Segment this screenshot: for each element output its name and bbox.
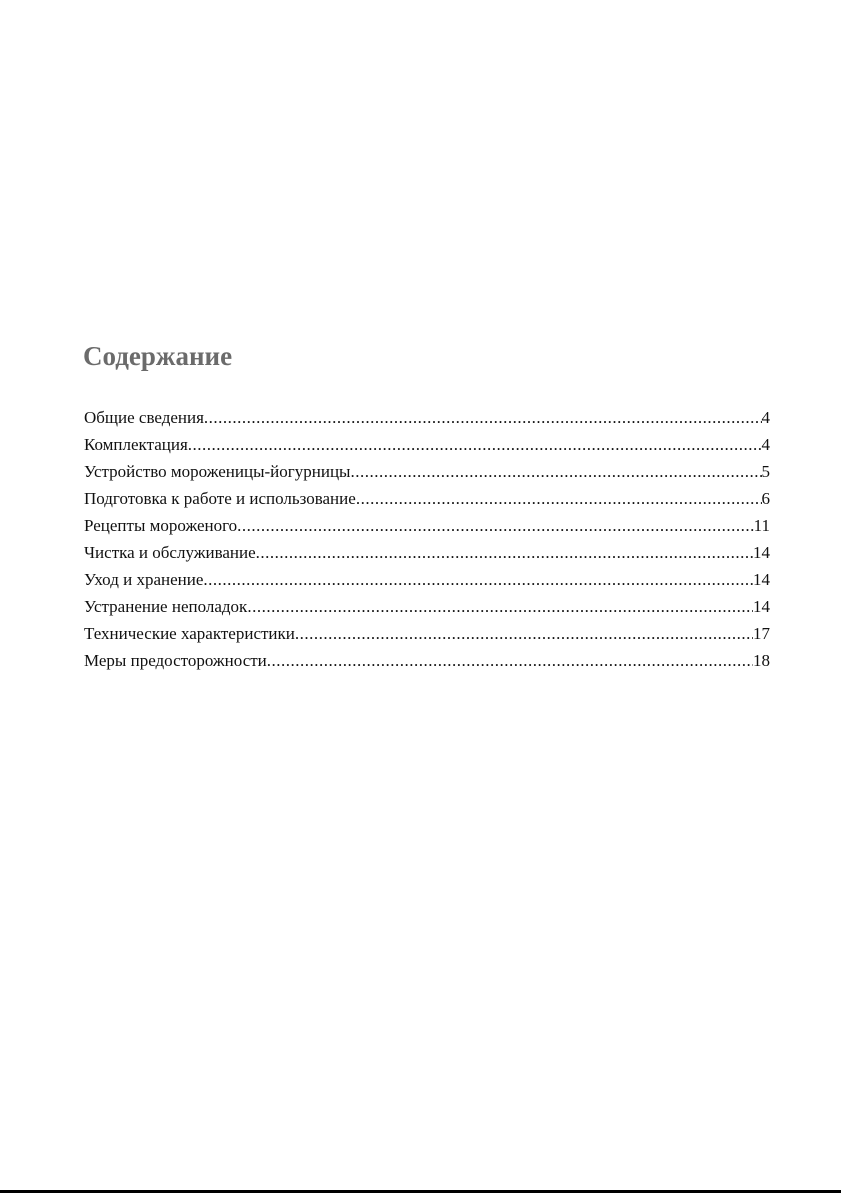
toc-entry [84,647,770,674]
toc-dot-leader [350,458,761,485]
toc-entry-page: 14 [753,597,770,616]
page-title: Содержание [83,341,233,371]
toc-entry-label: Устройство мороженицы-йогурницы [84,462,351,481]
toc-dot-leader [204,404,762,431]
toc-entry-label: Подготовка к работе и использование [84,489,356,508]
toc-entry [84,485,770,512]
toc-entry-label: Уход и хранение [84,570,204,589]
toc-dot-leader [247,593,753,620]
toc-dot-leader [256,539,753,566]
toc-entry-page: 5 [761,462,770,481]
toc-entry [84,566,770,593]
table-of-contents [84,404,770,674]
toc-dot-leader [267,647,753,674]
toc-entry-page: 14 [753,570,770,589]
toc-entry-page: 4 [761,408,770,427]
toc-entry [84,539,770,566]
toc-entry [84,593,770,620]
toc-entry [84,431,770,458]
toc-entry-label: Общие сведения [84,408,204,427]
toc-entry [84,404,770,431]
toc-dot-leader [356,485,762,512]
toc-entry-page: 18 [753,651,770,670]
toc-dot-leader [237,512,753,539]
toc-entry-label: Рецепты мороженого [84,516,238,535]
toc-entry-page: 6 [761,489,770,508]
toc-entry [84,512,770,539]
toc-entry-label: Меры предосторожности [84,651,267,670]
toc-entry-label: Комплектация [84,435,188,454]
toc-entry-page: 4 [761,435,770,454]
toc-dot-leader [203,566,753,593]
toc-entry [84,620,770,647]
toc-entry-label: Устранение неполадок [84,597,248,616]
toc-entry-page: 17 [753,624,770,643]
toc-dot-leader [188,431,762,458]
toc-entry [84,458,770,485]
toc-dot-leader [295,620,753,647]
toc-entry-page: 14 [753,543,770,562]
toc-entry-label: Чистка и обслуживание [84,543,256,562]
toc-entry-label: Технические характеристики [84,624,295,643]
toc-entry-page: 11 [753,516,770,535]
